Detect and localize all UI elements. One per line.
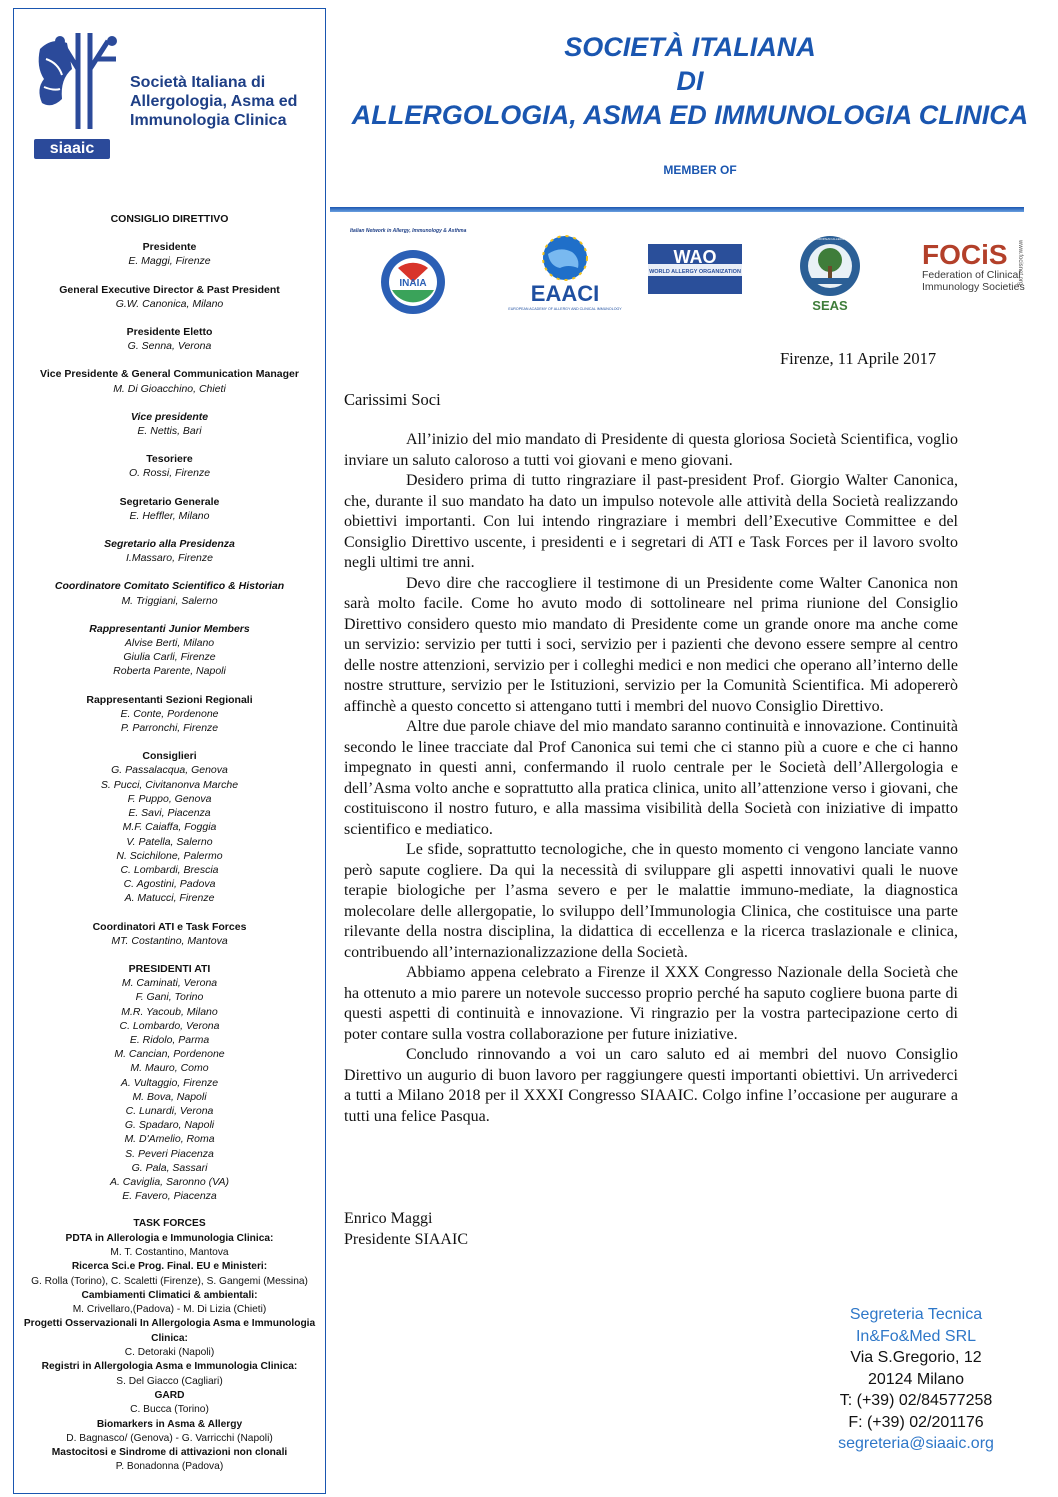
council-name: G. Spadaro, Napoli [124, 1119, 215, 1132]
contact-city: 20124 Milano [867, 1370, 965, 1388]
council-name: M. D'Amelio, Roma [124, 1133, 215, 1146]
council-role: PRESIDENTI ATI [128, 962, 211, 975]
inaia-caption: Italian Network in Allergy, Immunology & Asthma [350, 228, 467, 234]
council-role: Presidente Eletto [126, 326, 213, 339]
council-list [14, 212, 325, 1475]
council-group [14, 749, 325, 905]
council-name: Roberta Parente, Napoli [113, 665, 226, 678]
task-force-role: Registri in Allergologia Asma e Immunologia Clinica: [41, 1361, 298, 1373]
council-group [14, 495, 325, 523]
contact-fax: F: (+39) 02/201176 [848, 1413, 984, 1431]
contact-phone: T: (+39) 02/84577258 [839, 1392, 993, 1409]
council-name: G. Passalacqua, Genova [111, 764, 228, 777]
task-force-names: C. Detoraki (Napoli) [124, 1347, 215, 1359]
council-group [14, 962, 325, 1203]
council-group [14, 537, 325, 565]
council-group [14, 367, 325, 395]
wao-emblem-icon [648, 244, 742, 294]
council-name: E. Ridolo, Parma [129, 1033, 210, 1046]
secretariat-contact [810, 1304, 1022, 1455]
council-name: S. Pucci, Civitanonva Marche [100, 778, 239, 791]
letter-salutation: Carissimi Soci [344, 390, 441, 409]
task-force-role: Biomarkers in Asma & Allergy [96, 1418, 243, 1430]
task-force-names: C. Bucca (Torino) [130, 1404, 209, 1416]
council-name: M. Di Gioacchino, Chieti [113, 382, 226, 395]
siaaic-logo [22, 21, 308, 169]
signature-title: Presidente SIAAIC [344, 1231, 468, 1248]
council-role: Rappresentanti Junior Members [89, 622, 250, 635]
council-group [14, 622, 325, 679]
council-role: Segretario alla Presidenza [104, 538, 235, 551]
letter-paragraph: All’inizio del mio mandato di Presidente di questa gloriosa Società Scientifica, voglio inviare un saluto caloroso a tutti voi giovani e meno giovani. [344, 431, 958, 469]
council-role: Coordinatori ATI e Task Forces [92, 920, 247, 933]
council-name: F. Puppo, Genova [127, 792, 212, 805]
council-name: M. Bova, Napoli [132, 1090, 207, 1103]
council-group [14, 579, 325, 607]
council-name: C. Agostini, Padova [123, 878, 216, 891]
svg-text:Immunology Societies: Immunology Societies [922, 281, 1025, 293]
task-forces [14, 1217, 325, 1474]
eaaci-globe-icon [508, 228, 622, 318]
council-name: E. Maggi, Firenze [128, 255, 211, 268]
council-role: Rappresentanti Sezioni Regionali [86, 693, 253, 706]
letter-body [344, 430, 958, 1127]
svg-text:Federation of Clinical: Federation of Clinical [922, 269, 1021, 281]
svg-text:www.focisnet.org: www.focisnet.org [1017, 240, 1023, 286]
svg-text:INAIA: INAIA [399, 278, 427, 289]
task-force-role: Ricerca Sci.e Prog. Final. EU e Ministeri: [71, 1261, 268, 1273]
council-name: MT. Costantino, Mantova [111, 934, 228, 947]
task-force-names: P. Bonadonna (Padova) [115, 1461, 224, 1473]
task-force-role: GARD [154, 1389, 185, 1401]
council-name: E. Conte, Pordenone [120, 707, 219, 720]
council-name: S. Peveri Piacenza [125, 1147, 214, 1160]
inaia-emblem-icon [350, 228, 490, 318]
task-force-role: Progetti Osservazionali In Allergologia Asma e Immunologia Clinica: [23, 1318, 316, 1344]
council-name: G.W. Canonica, Milano [115, 297, 224, 310]
council-name: Giulia Carli, Firenze [123, 651, 216, 664]
task-force-names: M. T. Costantino, Mantova [110, 1246, 229, 1258]
task-forces-title: TASK FORCES [133, 1218, 206, 1230]
task-force-role: Cambiamenti Climatici & ambientali: [81, 1289, 258, 1301]
council-title: CONSIGLIO DIRETTIVO [110, 213, 229, 225]
council-name: O. Rossi, Firenze [128, 467, 211, 480]
council-name: M. Mauro, Como [130, 1062, 209, 1075]
council-name: Alvise Berti, Milano [124, 637, 215, 650]
task-force-names: D. Bagnasco/ (Genova) - G. Varricchi (Napoli) [66, 1432, 273, 1444]
contact-email-link[interactable]: segreteria@siaaic.org [838, 1435, 994, 1452]
council-group [14, 283, 325, 311]
council-name: N. Scichilone, Palermo [116, 849, 223, 862]
letter-paragraph: Abbiamo appena celebrato a Firenze il XXX Congresso Nazionale della Società che ha ottenuto a mio parere un notevole successo proprio perché ha saputo cogliere buona parte di questi aspetti di continuità e innovazione. Vi ringrazio per la vostra partecipazione certo di poter contare sulla vostra collaborazione per future iniziative. [344, 964, 958, 1043]
council-name: M.F. Caiaffa, Foggia [122, 821, 217, 834]
sidebar-council [13, 8, 326, 1494]
council-name: M. Triggiani, Salerno [121, 594, 218, 607]
letter-paragraph: Desidero prima di tutto ringraziare il past-president Prof. Giorgio Walter Canonica, che, durante il suo mandato ha dato un impulso notevole alle attività della Società realizzando obiettivi importanti. Con lui intendo ringraziare i membri dell’Executive Committee e del Consiglio Direttivo uscente, i presidenti e i segretari di ATI e Task Forces per il lavoro svolto negli ultimi tre anni. [344, 472, 958, 571]
task-force-names: S. Del Giacco (Cagliari) [116, 1375, 223, 1387]
council-name: A. Vultaggio, Firenze [120, 1076, 219, 1089]
svg-text:EUROPEAN ACADEMY OF ALLERGY AN: EUROPEAN ACADEMY OF ALLERGY AND CLINICAL IMMUNOLOGY [508, 307, 622, 311]
council-group [14, 920, 325, 948]
letter-signature [344, 1208, 468, 1250]
seas-logo [795, 232, 865, 318]
council-role: Tesoriere [146, 453, 193, 466]
task-force-role: Mastocitosi e Sindrome di attivazioni non clonali [51, 1447, 288, 1459]
inaia-logo [350, 228, 490, 318]
council-name: E. Favero, Piacenza [122, 1190, 217, 1203]
letter-paragraph: Altre due parole chiave del mio mandato saranno continuità e innovazione. Continuità secondo le linee tracciate dal Prof Canonica sui temi che ci stanno più a cuore e che ci hanno impegnato in questi anni, confermando il ruolo centrale per le Società dell’Allergologia e dell’Asma volto anche e soprattutto alla pratica clinica, unito all’attenzione verso i giovani, che costituiscono il nostro futuro, e alla massima visibilità della Società con iniziative di impatto scientifico e mediatico. [344, 718, 958, 838]
council-name: M.R. Yacoub, Milano [121, 1005, 218, 1018]
council-name: E. Savi, Piacenza [128, 807, 211, 820]
focis-wordmark [920, 238, 1024, 294]
council-role: Segretario Generale [119, 495, 220, 508]
contact-address: Via S.Gregorio, 12 [850, 1349, 982, 1366]
council-name: M. Caminati, Verona [121, 977, 218, 990]
council-name: C. Lunardi, Verona [125, 1104, 214, 1117]
council-name: E. Heffler, Milano [129, 509, 210, 522]
letter-paragraph: Concludo rinnovando a voi un caro saluto ed ai membri del nuovo Consiglio Direttivo un augurio di buon lavoro per raggiungere questi importanti obiettivi. Un arrivederci a tutti a Milano 2018 per il XXXI Congresso SIAAIC. Colgo infine l’occasione per augurare a tutti una felice Pasqua. [344, 1046, 958, 1125]
letter-date: Firenze, 11 Aprile 2017 [780, 349, 937, 368]
svg-text:SOUTHERN EUROPEAN ALLERGY SOCI: SOUTHERN EUROPEAN ALLERGY SOCIETIES [797, 237, 863, 241]
council-name: I.Massaro, Firenze [126, 552, 213, 565]
council-name: M. Cancian, Pordenone [114, 1048, 225, 1061]
council-role: Consiglieri [142, 750, 197, 763]
council-name: G. Senna, Verona [127, 340, 212, 353]
council-role: Vice Presidente & General Communication Manager [40, 368, 299, 381]
task-force-role: PDTA in Allerologia e Immunologia Clinica: [65, 1232, 274, 1244]
council-name: P. Parronchi, Firenze [120, 722, 219, 735]
council-name: A. Caviglia, Saronno (VA) [109, 1175, 230, 1188]
letter-paragraph: Devo dire che raccogliere il testimone di un Presidente come Walter Canonica non sarà molto facile. Come ho avuto modo di sottolineare nel prima riunione del Consiglio Direttivo considero questo mio mandato di Presidente come un grande onore ma anche come un servizio: servizio per tutti i soci, servizio per i pazienti che devono essere sempre al centro delle nostre attenzioni, servizio per i colleghi medici e non medici che operano all’interno delle nostre strutture, servizio per le Istituzioni, servizio per la Comunità Scientifica. Mi adopererò affinchè a questo concetto si attengano tutti i membri del nuovo Consiglio Direttivo. [344, 574, 958, 715]
seas-tree-icon [795, 232, 865, 318]
council-group [14, 452, 325, 480]
header-divider [330, 207, 1024, 212]
council-name: F. Gani, Torino [135, 991, 204, 1004]
focis-logo [920, 238, 1024, 294]
member-of-label: MEMBER OF [663, 163, 737, 177]
council-name: G. Pala, Sassari [131, 1161, 208, 1174]
letter-paragraph: Le sfide, soprattutto tecnologiche, che in questo momento ci vengono lanciate vanno però sapute cogliere. Da qui la necessità di sviluppare gli aspetti innovativi quali le nuove terapie biologiche per l’asma severo e per le malattie immuno-mediate, la diagnostica molecolare delle allergopatie, lo sviluppo dell’Immunologia Clinica, che costituisce una parte rilevante della nostra disciplina, la didattica di eccellenza e la ricerca traslazionale e clinica, contribuendo all’internazionalizzazione della Società. [344, 841, 958, 961]
council-group [14, 693, 325, 736]
signature-name: Enrico Maggi [344, 1210, 433, 1227]
svg-text:FOCiS: FOCiS [922, 239, 1008, 270]
svg-text:SEAS: SEAS [812, 298, 848, 313]
wao-logo [648, 244, 742, 294]
eaaci-logo [508, 228, 622, 318]
council-name: C. Lombardi, Brescia [120, 863, 219, 876]
council-name: V. Patella, Salerno [126, 835, 213, 848]
svg-text:WORLD ALLERGY ORGANIZATION: WORLD ALLERGY ORGANIZATION [649, 269, 741, 275]
svg-text:EAACI: EAACI [530, 281, 600, 306]
council-name: E. Nettis, Bari [137, 425, 202, 438]
council-group [14, 240, 325, 268]
council-group [14, 410, 325, 438]
council-role: General Executive Director & Past President [59, 283, 280, 296]
council-role: Vice presidente [130, 410, 209, 423]
council-role: Coordinatore Comitato Scientifico & Historian [54, 580, 285, 593]
contact-office: Segreteria Tecnica [849, 1306, 983, 1323]
society-title: SOCIETÀ ITALIANA DI ALLERGOLOGIA, ASMA ED IMMUNOLOGIA CLINICA [351, 32, 1029, 130]
task-force-names: M. Crivellaro,(Padova) - M. Di Lizia (Chieti) [72, 1304, 267, 1316]
council-group [14, 325, 325, 353]
council-role: Presidente [142, 241, 197, 254]
council-name: C. Lombardo, Verona [119, 1019, 220, 1032]
svg-text:WAO: WAO [673, 247, 717, 267]
contact-company: In&Fo&Med SRL [855, 1327, 977, 1345]
task-force-names: G. Rolla (Torino), C. Scaletti (Firenze), S. Gangemi (Messina) [31, 1275, 308, 1287]
siaaic-logo-name: Società Italiana di Allergologia, Asma ed Immunologia Clinica [130, 74, 298, 129]
council-name: A. Matucci, Firenze [124, 892, 215, 905]
siaaic-acronym: siaaic [34, 139, 110, 159]
